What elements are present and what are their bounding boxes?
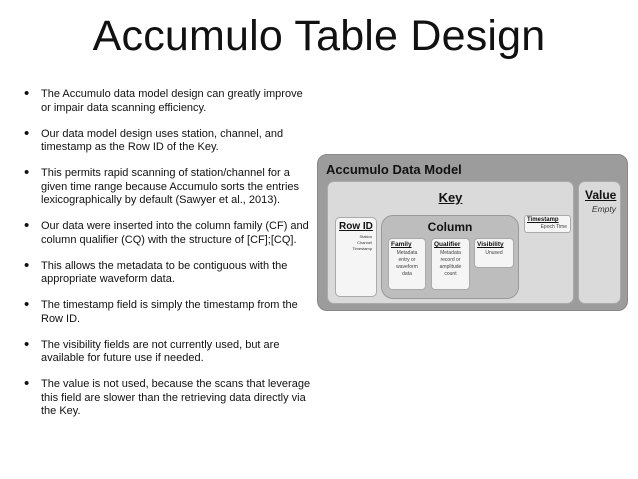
key-title: Key	[438, 190, 463, 205]
bullet-text: The timestamp field is simply the timestamp from the Row ID.	[41, 299, 298, 325]
bullet-dot-icon: •	[24, 256, 30, 274]
bullet-item	[20, 335, 312, 366]
bullet-item	[20, 256, 312, 287]
visibility-text	[475, 250, 513, 257]
qualifier-line: Metadata	[440, 250, 461, 256]
diagram-title: Accumulo Data Model	[326, 162, 462, 177]
bullet-dot-icon: •	[24, 296, 30, 313]
qualifier-box	[431, 238, 470, 290]
key-box	[327, 181, 574, 304]
bullet-dot-icon: •	[24, 217, 30, 234]
bullet-dot-icon: •	[24, 124, 30, 142]
visibility-line: Unused	[485, 250, 503, 256]
column-title: Column	[427, 220, 473, 234]
timestamp-title: Timestamp	[527, 217, 559, 223]
timestamp-box	[524, 215, 571, 233]
bullet-item	[20, 217, 312, 247]
family-line: entry or	[398, 257, 416, 263]
family-line: Metadata	[396, 250, 418, 256]
bullet-item	[20, 164, 312, 208]
accumulo-data-model-diagram	[317, 154, 628, 311]
bullet-item	[20, 296, 312, 326]
row-id-title: Row ID	[339, 221, 373, 232]
family-box	[388, 238, 426, 290]
column-box	[381, 215, 519, 299]
bullet-dot-icon: •	[24, 164, 30, 181]
family-text	[389, 250, 425, 278]
qualifier-title: Qualifier	[434, 241, 461, 248]
bullet-item	[20, 124, 312, 155]
bullet-dot-icon: •	[24, 85, 30, 102]
bullet-dot-icon: •	[24, 375, 30, 392]
row-id-item: Timestamp	[352, 246, 372, 251]
bullet-text: This permits rapid scanning of station/channel for a given time range because Accumulo sorts the entries lexicographically by default (Sawyer et al., 2013).	[41, 167, 300, 206]
bullet-text: Our data were inserted into the column family (CF) and column qualifier (CQ) with the structure of [CF];[CQ].	[41, 220, 309, 246]
family-title: Family	[391, 241, 412, 248]
family-line: data	[402, 271, 412, 277]
bullet-dot-icon: •	[24, 335, 30, 353]
value-text: Empty	[591, 204, 616, 214]
row-id-items	[352, 234, 372, 252]
value-box	[578, 181, 621, 304]
slide-title: Accumulo Table Design	[92, 12, 546, 60]
timestamp-text: Epoch Time	[540, 224, 567, 230]
qualifier-line: amplitude	[439, 264, 462, 270]
family-line: waveform	[396, 264, 418, 270]
qualifier-text	[432, 250, 469, 278]
bullet-text: The Accumulo data model design can greatly improve or impair data scanning efficiency.	[41, 88, 303, 114]
qualifier-line: record or	[440, 257, 461, 263]
bullet-text: The visibility fields are not currently used, but are available for future use if needed.	[41, 338, 280, 364]
row-id-box	[335, 217, 377, 297]
visibility-box	[474, 238, 514, 268]
visibility-title: Visibility	[477, 241, 504, 248]
bullet-list	[20, 85, 312, 431]
row-id-item: Station	[359, 234, 372, 239]
bullet-item	[20, 85, 312, 115]
bullet-item	[20, 375, 312, 419]
qualifier-line: count	[444, 271, 457, 277]
row-id-item: Channel	[357, 240, 372, 245]
bullet-text: This allows the metadata to be contiguous with the appropriate waveform data.	[41, 259, 288, 285]
value-title: Value	[585, 188, 617, 202]
bullet-text: Our data model design uses station, channel, and timestamp as the Row ID of the Key.	[41, 127, 284, 153]
bullet-text: The value is not used, because the scans that leverage this field are slower than the retrieving data directly via the Key.	[41, 378, 311, 417]
